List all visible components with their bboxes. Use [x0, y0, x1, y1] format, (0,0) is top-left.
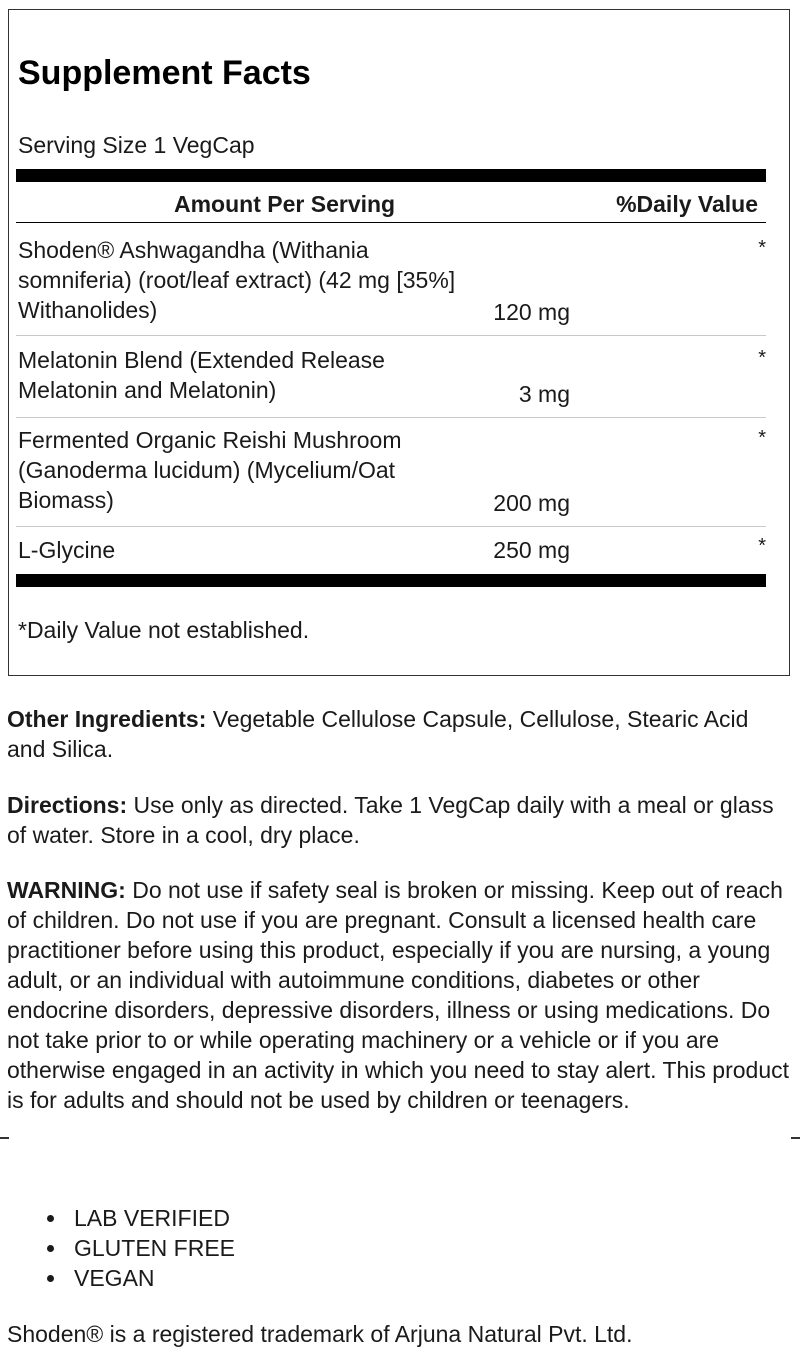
bullet-icon [47, 1215, 54, 1222]
directions-label: Directions: [7, 792, 128, 818]
ingredient-row [16, 235, 766, 336]
list-item [44, 1203, 235, 1233]
claim-label: GLUTEN FREE [74, 1235, 236, 1261]
facts-header-row [16, 188, 766, 223]
product-claims-list [44, 1203, 235, 1293]
trademark-notice: Shoden® is a registered trademark of Arjuna Natural Pvt. Ltd. [7, 1321, 633, 1347]
daily-value-footnote: *Daily Value not established. [18, 617, 310, 643]
facts-title: Supplement Facts [18, 54, 311, 92]
warning-label: WARNING: [7, 877, 126, 903]
other-ingredients-text: Vegetable Cellulose Capsule, Cellulose, Stearic Acid and Silica. [7, 706, 749, 762]
amount-per-serving-header: Amount Per Serving [174, 191, 396, 217]
ingredient-amount: 3 mg [518, 381, 570, 407]
divider-bar-bottom [16, 574, 766, 587]
ingredient-name: Melatonin Blend (Extended Release Melatonin and Melatonin) [18, 347, 385, 403]
bullet-icon [47, 1245, 54, 1252]
ingredient-name: Shoden® Ashwagandha (Withania somniferia) (root/leaf extract) (42 mg [35%] Withanolides) [18, 237, 456, 323]
ingredient-name: L-Glycine [18, 537, 116, 563]
warning-text: Do not use if safety seal is broken or missing. Keep out of reach of children. Do not use if you are pregnant. Consult a licensed health care practitioner before using this product, especially if you are nursing, a young adult, or an individual with autoimmune conditions, diabetes or other endocrine disorders, depressive disorders, illness or using medications. Do not take prior to or while operating machinery or a vehicle or if you are otherwise engaged in an activity in which you need to stay alert. This product is for adults and should not be used by children or teenagers. [7, 877, 790, 1113]
other-ingredients-label: Other Ingredients: [7, 706, 207, 732]
divider-bar-top [16, 169, 766, 182]
warning [7, 875, 792, 1115]
ingredient-daily-value: * [758, 427, 766, 449]
claim-label: VEGAN [74, 1265, 155, 1291]
ingredient-daily-value: * [758, 237, 766, 259]
divider-tick [0, 1137, 9, 1139]
directions-text: Use only as directed. Take 1 VegCap daily with a meal or glass of water. Store in a cool, dry place. [7, 792, 774, 848]
ingredient-daily-value: * [758, 347, 766, 369]
directions [7, 790, 792, 850]
ingredient-name: Fermented Organic Reishi Mushroom (Ganoderma lucidum) (Mycelium/Oat Biomass) [18, 427, 402, 513]
divider-tick [791, 1137, 800, 1139]
claim-label: LAB VERIFIED [74, 1205, 230, 1231]
ingredient-row [16, 345, 766, 418]
ingredient-amount: 120 mg [493, 299, 570, 325]
ingredient-daily-value: * [758, 535, 766, 557]
list-item [44, 1263, 235, 1293]
serving-size: Serving Size 1 VegCap [18, 132, 255, 158]
daily-value-header: %Daily Value [616, 191, 758, 217]
bullet-icon [47, 1275, 54, 1282]
ingredient-amount: 250 mg [493, 537, 570, 563]
list-item [44, 1233, 235, 1263]
ingredient-row [16, 425, 766, 527]
ingredient-amount: 200 mg [493, 490, 570, 516]
ingredient-row [16, 535, 766, 573]
other-ingredients [7, 704, 792, 764]
